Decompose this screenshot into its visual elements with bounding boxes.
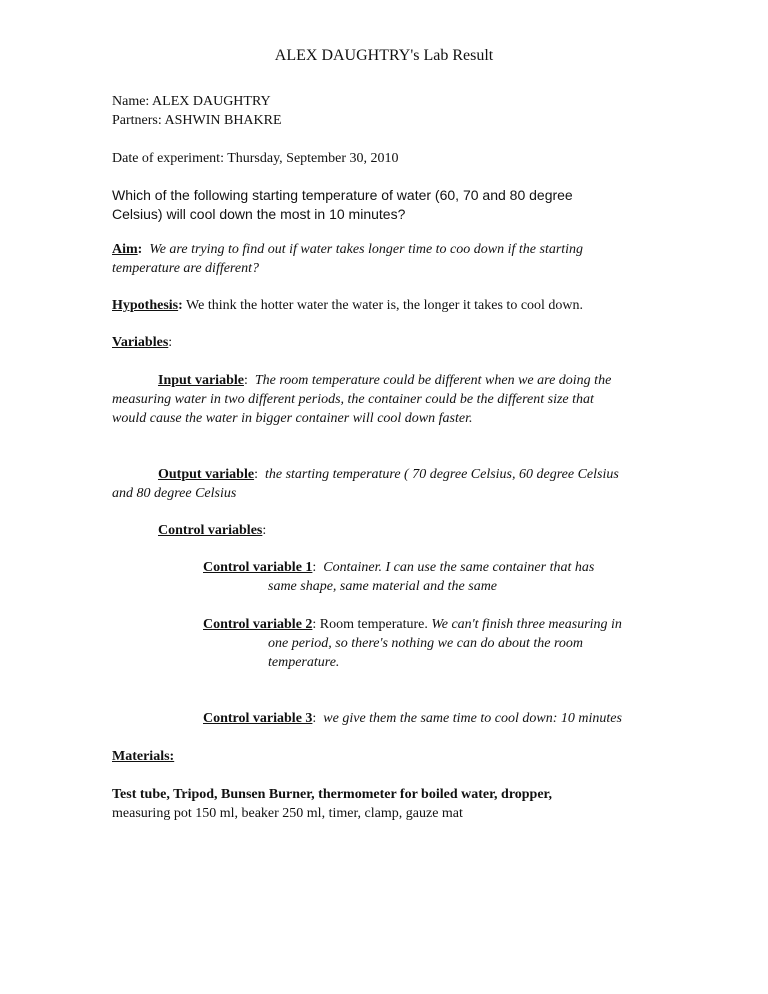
control-variable-2-colon: : xyxy=(312,617,317,632)
control-variable-3-text: we give them the same time to cool down: 10 minutes xyxy=(323,711,622,726)
output-variable-line-1 xyxy=(158,465,619,484)
materials-heading: Materials: xyxy=(112,749,175,764)
question-line-1: Which of the following starting temperature of water (60, 70 and 80 degree xyxy=(112,187,573,203)
control-variable-1-colon: : xyxy=(312,560,317,575)
input-variable-text-2: measuring water in two different periods, the container could be the different size that xyxy=(112,392,594,407)
control-variable-2-plain: Room temperature. xyxy=(319,617,428,632)
control-variable-3-line xyxy=(203,709,622,728)
experiment-date: Date of experiment: Thursday, September 30, 2010 xyxy=(112,151,399,166)
control-variable-2-text-3: temperature. xyxy=(268,655,340,670)
input-variable-label: Input variable xyxy=(158,373,244,388)
hypothesis-label: Hypothesis xyxy=(112,298,179,313)
input-variable-line-1 xyxy=(158,371,611,390)
control-variable-2-text-2: one period, so there's nothing we can do about the room xyxy=(268,636,583,651)
output-variable-text-2: and 80 degree Celsius xyxy=(112,486,237,501)
aim-label: Aim xyxy=(112,242,138,257)
variables-label: Variables xyxy=(112,335,169,350)
variables-heading xyxy=(112,333,172,352)
input-variable-colon: : xyxy=(243,373,248,388)
aim-text-2: temperature are different? xyxy=(112,261,259,276)
control-variable-3-colon: : xyxy=(312,711,317,726)
variables-colon: : xyxy=(168,335,173,350)
aim-colon: : xyxy=(137,242,143,257)
input-variable-text-1: The room temperature could be different when we are doing the xyxy=(254,373,612,388)
control-variables-colon: : xyxy=(262,523,267,538)
control-variables-heading xyxy=(158,521,266,540)
page-title: ALEX DAUGHTRY's Lab Result xyxy=(274,47,494,64)
control-variable-2-line-1 xyxy=(203,615,622,634)
control-variable-1-label: Control variable 1 xyxy=(203,560,313,575)
control-variable-2-text-1: We can't finish three measuring in xyxy=(431,617,622,632)
aim-line-1 xyxy=(112,240,583,259)
control-variable-1-text-1: Container. I can use the same container that has xyxy=(323,560,595,575)
output-variable-colon: : xyxy=(254,467,258,482)
output-variable-text-1: the starting temperature ( 70 degree Celsius, 60 degree Celsius xyxy=(264,467,619,482)
control-variables-label: Control variables xyxy=(158,523,263,538)
question-line-2: Celsius) will cool down the most in 10 minutes? xyxy=(112,206,406,222)
control-variable-1-text-2: same shape, same material and the same xyxy=(268,579,498,594)
hypothesis xyxy=(112,296,583,315)
student-name: Name: ALEX DAUGHTRY xyxy=(112,94,271,109)
control-variable-2-label: Control variable 2 xyxy=(203,617,313,632)
hypothesis-colon: : xyxy=(178,298,183,313)
output-variable-label: Output variable xyxy=(158,467,255,482)
aim-text-1: We are trying to find out if water takes longer time to coo down if the starting xyxy=(149,242,584,257)
control-variable-3-label: Control variable 3 xyxy=(203,711,313,726)
control-variable-1-line-1 xyxy=(203,558,594,577)
input-variable-text-3: would cause the water in bigger container will cool down faster. xyxy=(112,411,473,426)
materials-line-1: Test tube, Tripod, Bunsen Burner, thermometer for boiled water, dropper, xyxy=(112,787,552,802)
partners: Partners: ASHWIN BHAKRE xyxy=(112,113,282,128)
materials-line-2: measuring pot 150 ml, beaker 250 ml, timer, clamp, gauze mat xyxy=(112,806,463,821)
hypothesis-text: We think the hotter water the water is, the longer it takes to cool down. xyxy=(186,298,584,313)
